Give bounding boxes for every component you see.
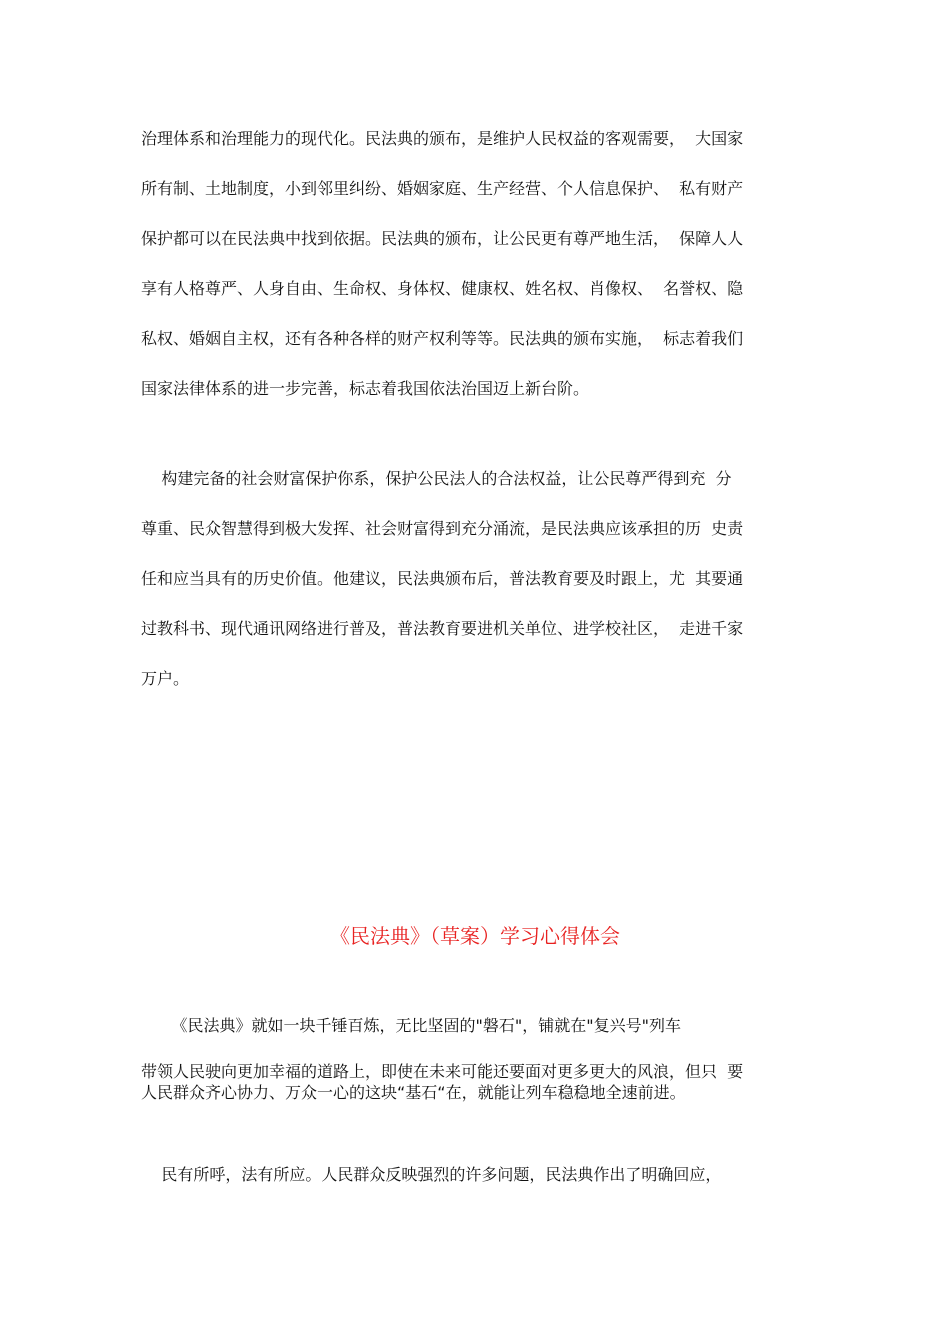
paragraph-3-line-3: 人民群众齐心协力、万众一心的这块“基石“在，就能让列车稳稳地全速前进。 xyxy=(141,1083,686,1102)
paragraph-1-line-3: 保护都可以在民法典中找到依据。民法典的颁布，让公民更有尊严地生活， 保障人人 xyxy=(141,229,744,248)
paragraph-2-line-5: 万户。 xyxy=(141,669,190,688)
paragraph-4-line-1: 民有所呼，法有所应。人民群众反映强烈的许多问题，民法典作出了明确回应， xyxy=(141,1165,722,1184)
paragraph-1-line-4: 享有人格尊严、人身自由、生命权、身体权、健康权、姓名权、肖像权、 名誉权、隐 xyxy=(141,279,744,298)
paragraph-2-line-4: 过教科书、现代通讯网络进行普及，普法教育要进机关单位、进学校社区， 走进千家 xyxy=(141,619,744,638)
paragraph-2-line-2: 尊重、民众智慧得到极大发挥、社会财富得到充分涌流，是民法典应该承担的历 史责 xyxy=(141,519,744,538)
paragraph-2-line-3: 任和应当具有的历史价值。他建议，民法典颁布后，普法教育要及时跟上，尤 其要通 xyxy=(141,569,744,588)
section-title: 《民法典》（草案）学习心得体会 xyxy=(330,924,620,948)
paragraph-3-line-2: 带领人民驶向更加幸福的道路上，即使在未来可能还要面对更多更大的风浪，但只 要 xyxy=(141,1062,744,1081)
paragraph-2-line-1: 构建完备的社会财富保护你系，保护公民法人的合法权益，让公民尊严得到充 分 xyxy=(141,469,732,488)
paragraph-1-line-5: 私权、婚姻自主权，还有各种各样的财产权利等等。民法典的颁布实施， 标志着我们 xyxy=(141,329,744,348)
paragraph-1-line-6: 国家法律体系的进一步完善，标志着我国依法治国迈上新台阶。 xyxy=(141,379,590,398)
paragraph-3-line-1: 《民法典》就如一块千锤百炼，无比坚固的"磐石"，铺就在"复兴号"列车 xyxy=(141,1016,681,1035)
paragraph-1-line-1: 治理体系和治理能力的现代化。民法典的颁布，是维护人民权益的客观需要， 大国家 xyxy=(141,129,744,148)
paragraph-1-line-2: 所有制、土地制度，小到邻里纠纷、婚姻家庭、生产经营、个人信息保护、 私有财产 xyxy=(141,179,744,198)
